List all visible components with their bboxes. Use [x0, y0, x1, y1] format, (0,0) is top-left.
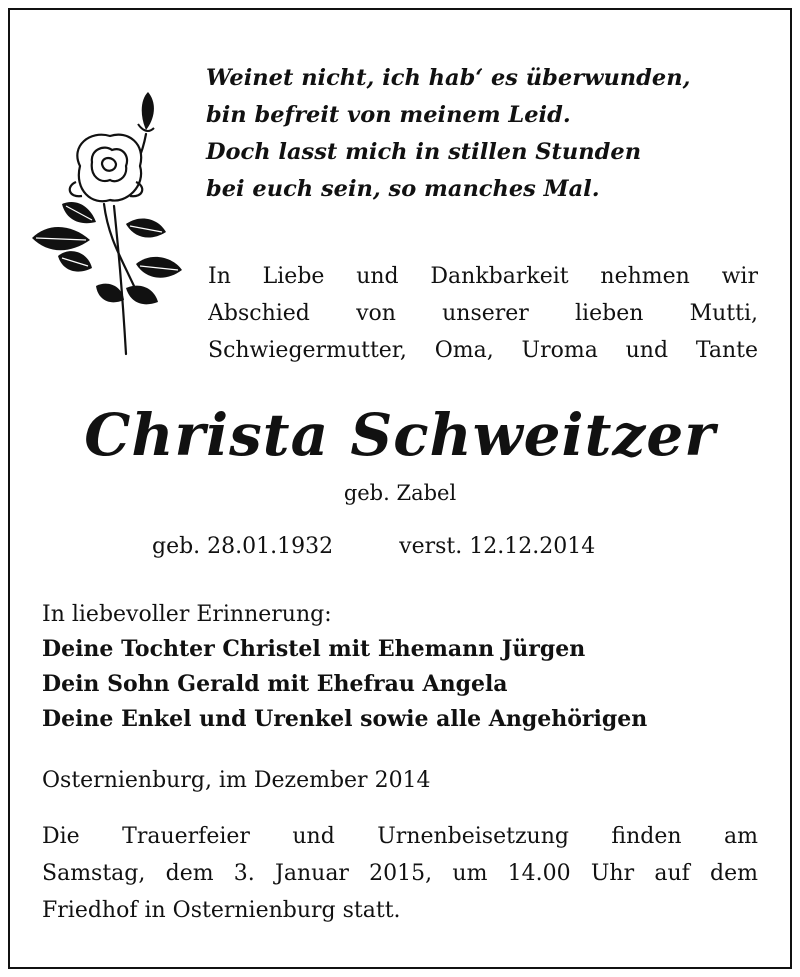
- poem-line: bin befreit von meinem Leid.: [206, 102, 571, 128]
- poem: [206, 60, 690, 208]
- service-info: [42, 820, 758, 928]
- mourner-line: Deine Tochter Christel mit Ehemann Jürgen: [42, 636, 586, 662]
- poem-line: bei euch sein, so manches Mal.: [206, 176, 600, 202]
- service-line: Friedhof in Osternienburg statt.: [42, 898, 401, 923]
- poem-line: Weinet nicht, ich hab‘ es überwunden,: [206, 65, 691, 91]
- birth-date: geb. 28.01.1932: [152, 534, 334, 559]
- life-dates: [152, 532, 595, 562]
- poem-line: Doch lasst mich in stillen Stunden: [206, 139, 642, 165]
- mourner-line: Dein Sohn Gerald mit Ehefrau Angela: [42, 671, 508, 697]
- place-date: Osternienburg, im Dezember 2014: [42, 768, 431, 793]
- deceased-name: Christa Schweitzer: [84, 401, 716, 469]
- intro-line: Schwiegermutter, Oma, Uroma und Tante: [208, 338, 758, 363]
- mourners-block: [42, 597, 647, 737]
- farewell-intro: [208, 258, 758, 369]
- memory-intro: In liebevoller Erinnerung:: [42, 602, 332, 627]
- death-date: verst. 12.12.2014: [399, 534, 596, 559]
- service-line: Die Trauerfeier und Urnenbeisetzung finden am: [42, 824, 758, 849]
- rose-icon: [30, 86, 190, 358]
- intro-line: In Liebe und Dankbarkeit nehmen wir: [208, 264, 758, 289]
- service-line: Samstag, dem 3. Januar 2015, um 14.00 Uhr auf dem: [42, 861, 758, 886]
- birth-name: geb. Zabel: [343, 481, 457, 505]
- mourner-line: Deine Enkel und Urenkel sowie alle Angehörigen: [42, 706, 648, 732]
- intro-line: Abschied von unserer lieben Mutti,: [208, 301, 758, 326]
